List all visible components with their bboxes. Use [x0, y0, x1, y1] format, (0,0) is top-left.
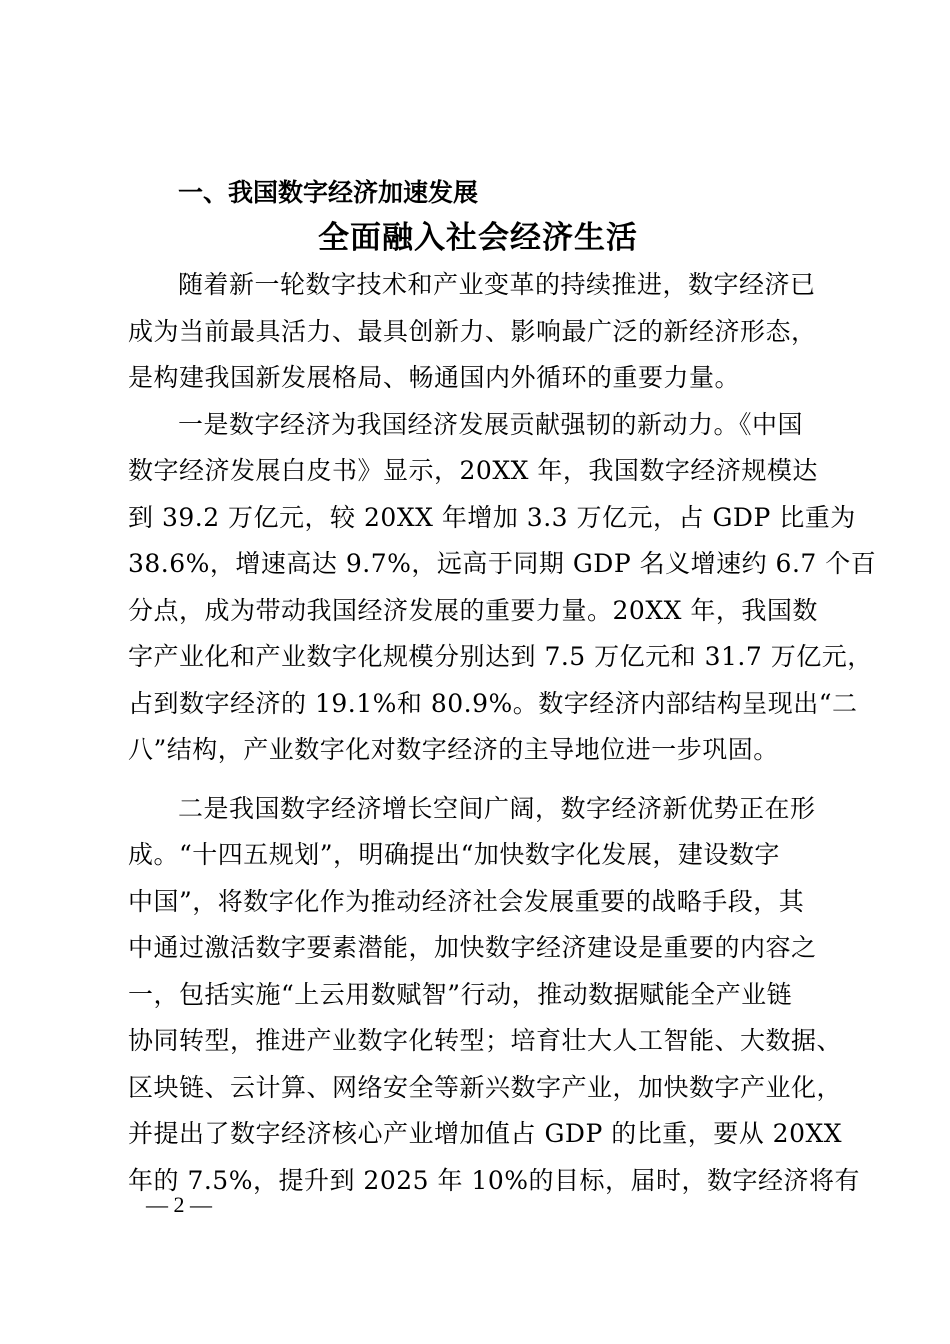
paragraph-line: 随着新一轮数字技术和产业变革的持续推进，数字经济已 [178, 270, 816, 299]
paragraph-intro [128, 262, 828, 402]
paragraph-line: 到 39.2 万亿元，较 20XX 年增加 3.3 万亿元，占 GDP 比重为 [128, 502, 856, 532]
paragraph-line: 字产业化和产业数字化规模分别达到 7.5 万亿元和 31.7 万亿元， [128, 642, 873, 671]
section-heading: 一、我国数字经济加速发展 [178, 178, 479, 207]
paragraph-line: 分点，成为带动我国经济发展的重要力量。20XX 年，我国数 [128, 595, 818, 625]
page-number: — 2 — [146, 1192, 212, 1217]
paragraph-line: 协同转型，推进产业数字化转型；培育壮大人工智能、大数据、 [128, 1026, 843, 1055]
paragraph-line: 区块链、云计算、网络安全等新兴数字产业，加快数字产业化， [128, 1072, 843, 1102]
paragraph-line: 数字经济发展白皮书》显示，20XX 年，我国数字经济规模达 [128, 456, 818, 485]
paragraph-line: 是构建我国新发展格局、畅通国内外循环的重要力量。 [128, 363, 741, 392]
paragraph-line: 中国”，将数字化作为推动经济社会发展重要的战略手段，其 [128, 886, 805, 916]
subtitle: 全面融入社会经济生活 [318, 220, 638, 256]
paragraph-line: 并提出了数字经济核心产业增加值占 GDP 的比重，要从 20XX [128, 1119, 843, 1148]
document-body [128, 170, 877, 1204]
paragraph-line: 二是我国数字经济增长空间广阔，数字经济新优势正在形 [178, 793, 816, 823]
paragraph-point-one [128, 402, 877, 774]
paragraph-line: 一，包括实施“上云用数赋智”行动，推动数据赋能全产业链 [128, 979, 793, 1009]
paragraph-line: 八”结构，产业数字化对数字经济的主导地位进一步巩固。 [128, 735, 779, 764]
paragraph-line: 一是数字经济为我国经济发展贡献强韧的新动力。《中国 [178, 409, 804, 439]
paragraph-line: 占到数字经济的 19.1%和 80.9%。数字经济内部结构呈现出“二 [128, 688, 858, 718]
paragraph-line: 成为当前最具活力、最具创新力、影响最广泛的新经济形态， [128, 316, 817, 346]
paragraph-line: 中通过激活数字要素潜能，加快数字经济建设是重要的内容之 [128, 933, 817, 962]
paragraph-line: 年的 7.5%，提升到 2025 年 10%的目标，届时，数字经济将有 [128, 1165, 860, 1195]
paragraph-line: 成。“十四五规划”，明确提出“加快数字化发展，建设数字 [128, 840, 780, 869]
paragraph-point-two [128, 786, 860, 1205]
paragraph-line: 38.6%，增速高达 9.7%，远高于同期 GDP 名义增速约 6.7 个百 [128, 549, 877, 578]
paragraph-gap [128, 774, 828, 786]
